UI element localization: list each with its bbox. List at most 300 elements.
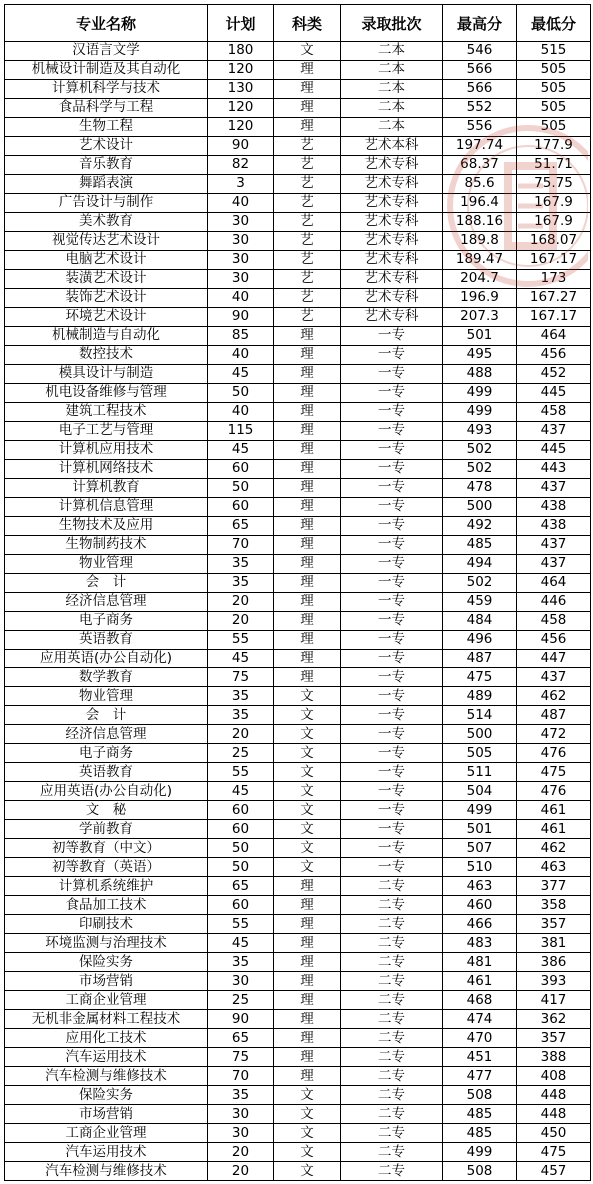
cell-plan: 85	[208, 326, 274, 345]
header-max-score: 最高分	[443, 5, 517, 42]
cell-max-score: 494	[443, 554, 517, 573]
cell-min-score: 450	[517, 1124, 591, 1143]
header-min-score: 最低分	[517, 5, 591, 42]
cell-admission-batch: 艺术专科	[341, 231, 443, 250]
cell-major-name: 机电设备维修与管理	[5, 383, 208, 402]
cell-major-name: 工商企业管理	[5, 991, 208, 1010]
cell-subject-type: 理	[274, 1067, 341, 1086]
cell-min-score: 167.27	[517, 288, 591, 307]
cell-plan: 20	[208, 611, 274, 630]
table-row	[5, 1067, 591, 1086]
cell-subject-type: 理	[274, 516, 341, 535]
table-row	[5, 459, 591, 478]
cell-major-name: 装饰艺术设计	[5, 288, 208, 307]
cell-plan: 35	[208, 554, 274, 573]
cell-plan: 90	[208, 136, 274, 155]
table-row	[5, 212, 591, 231]
cell-plan: 45	[208, 364, 274, 383]
cell-max-score: 196.9	[443, 288, 517, 307]
cell-max-score: 484	[443, 611, 517, 630]
cell-subject-type: 文	[274, 858, 341, 877]
table-row	[5, 231, 591, 250]
cell-max-score: 489	[443, 687, 517, 706]
cell-major-name: 文 秘	[5, 801, 208, 820]
cell-min-score: 381	[517, 934, 591, 953]
cell-min-score: 505	[517, 98, 591, 117]
cell-max-score: 510	[443, 858, 517, 877]
cell-subject-type: 文	[274, 763, 341, 782]
cell-plan: 20	[208, 592, 274, 611]
table-row	[5, 117, 591, 136]
cell-admission-batch: 一专	[341, 725, 443, 744]
cell-major-name: 经济信息管理	[5, 592, 208, 611]
cell-min-score: 457	[517, 1162, 591, 1181]
cell-subject-type: 理	[274, 896, 341, 915]
cell-min-score: 464	[517, 326, 591, 345]
cell-plan: 70	[208, 1067, 274, 1086]
table-row	[5, 250, 591, 269]
cell-plan: 90	[208, 1010, 274, 1029]
cell-subject-type: 理	[274, 611, 341, 630]
cell-admission-batch: 二专	[341, 896, 443, 915]
table-row	[5, 782, 591, 801]
cell-subject-type: 艺	[274, 155, 341, 174]
cell-subject-type: 理	[274, 402, 341, 421]
cell-subject-type: 艺	[274, 269, 341, 288]
table-row	[5, 478, 591, 497]
cell-plan: 82	[208, 155, 274, 174]
cell-plan: 60	[208, 459, 274, 478]
cell-max-score: 546	[443, 42, 517, 61]
cell-major-name: 计算机教育	[5, 478, 208, 497]
table-row	[5, 915, 591, 934]
table-row	[5, 1086, 591, 1105]
cell-admission-batch: 二本	[341, 79, 443, 98]
cell-major-name: 数控技术	[5, 345, 208, 364]
cell-plan: 60	[208, 497, 274, 516]
cell-min-score: 167.9	[517, 193, 591, 212]
cell-major-name: 电子工艺与管理	[5, 421, 208, 440]
cell-max-score: 68.37	[443, 155, 517, 174]
cell-admission-batch: 二本	[341, 42, 443, 61]
cell-plan: 50	[208, 839, 274, 858]
cell-max-score: 500	[443, 725, 517, 744]
cell-admission-batch: 一专	[341, 687, 443, 706]
cell-max-score: 493	[443, 421, 517, 440]
cell-admission-batch: 艺术专科	[341, 307, 443, 326]
cell-major-name: 初等教育（中文）	[5, 839, 208, 858]
cell-plan: 40	[208, 345, 274, 364]
cell-subject-type: 艺	[274, 288, 341, 307]
cell-admission-batch: 一专	[341, 801, 443, 820]
cell-subject-type: 文	[274, 782, 341, 801]
cell-subject-type: 艺	[274, 136, 341, 155]
table-row	[5, 1029, 591, 1048]
cell-admission-batch: 一专	[341, 516, 443, 535]
table-row	[5, 725, 591, 744]
cell-plan: 30	[208, 972, 274, 991]
cell-min-score: 462	[517, 687, 591, 706]
cell-subject-type: 文	[274, 801, 341, 820]
cell-min-score: 452	[517, 364, 591, 383]
cell-admission-batch: 一专	[341, 744, 443, 763]
cell-admission-batch: 一专	[341, 478, 443, 497]
cell-major-name: 汽车运用技术	[5, 1143, 208, 1162]
cell-admission-batch: 一专	[341, 763, 443, 782]
cell-admission-batch: 艺术专科	[341, 288, 443, 307]
cell-min-score: 437	[517, 535, 591, 554]
cell-major-name: 学前教育	[5, 820, 208, 839]
cell-min-score: 438	[517, 497, 591, 516]
cell-max-score: 502	[443, 573, 517, 592]
cell-max-score: 552	[443, 98, 517, 117]
cell-major-name: 英语教育	[5, 763, 208, 782]
cell-min-score: 445	[517, 440, 591, 459]
cell-admission-batch: 一专	[341, 383, 443, 402]
cell-admission-batch: 一专	[341, 459, 443, 478]
table-row	[5, 858, 591, 877]
cell-subject-type: 理	[274, 459, 341, 478]
table-row	[5, 497, 591, 516]
cell-plan: 65	[208, 516, 274, 535]
table-row	[5, 440, 591, 459]
cell-min-score: 458	[517, 402, 591, 421]
cell-admission-batch: 一专	[341, 573, 443, 592]
table-row	[5, 79, 591, 98]
cell-min-score: 456	[517, 345, 591, 364]
cell-subject-type: 理	[274, 345, 341, 364]
cell-subject-type: 艺	[274, 193, 341, 212]
cell-min-score: 476	[517, 782, 591, 801]
cell-admission-batch: 二专	[341, 1105, 443, 1124]
cell-max-score: 470	[443, 1029, 517, 1048]
cell-min-score: 461	[517, 820, 591, 839]
cell-max-score: 197.74	[443, 136, 517, 155]
cell-plan: 30	[208, 212, 274, 231]
cell-subject-type: 理	[274, 991, 341, 1010]
cell-max-score: 481	[443, 953, 517, 972]
cell-max-score: 499	[443, 383, 517, 402]
cell-plan: 30	[208, 1124, 274, 1143]
cell-admission-batch: 一专	[341, 326, 443, 345]
cell-min-score: 357	[517, 1029, 591, 1048]
cell-min-score: 456	[517, 630, 591, 649]
cell-min-score: 448	[517, 1086, 591, 1105]
table-row	[5, 554, 591, 573]
cell-admission-batch: 一专	[341, 364, 443, 383]
cell-admission-batch: 二专	[341, 1086, 443, 1105]
cell-subject-type: 理	[274, 953, 341, 972]
cell-major-name: 应用英语(办公自动化)	[5, 649, 208, 668]
cell-max-score: 204.7	[443, 269, 517, 288]
cell-plan: 60	[208, 896, 274, 915]
cell-major-name: 计算机科学与技术	[5, 79, 208, 98]
cell-min-score: 437	[517, 554, 591, 573]
cell-major-name: 电子商务	[5, 744, 208, 763]
cell-subject-type: 艺	[274, 231, 341, 250]
cell-admission-batch: 二专	[341, 1143, 443, 1162]
cell-max-score: 459	[443, 592, 517, 611]
table-row	[5, 839, 591, 858]
table-row	[5, 307, 591, 326]
cell-admission-batch: 一专	[341, 782, 443, 801]
cell-subject-type: 理	[274, 573, 341, 592]
header-subject-type: 科类	[274, 5, 341, 42]
table-row	[5, 1162, 591, 1181]
table-row	[5, 877, 591, 896]
cell-max-score: 478	[443, 478, 517, 497]
cell-min-score: 505	[517, 117, 591, 136]
cell-major-name: 保险实务	[5, 953, 208, 972]
cell-min-score: 445	[517, 383, 591, 402]
cell-major-name: 电脑艺术设计	[5, 250, 208, 269]
cell-major-name: 物业管理	[5, 687, 208, 706]
cell-admission-batch: 二专	[341, 1067, 443, 1086]
cell-subject-type: 理	[274, 440, 341, 459]
table-row	[5, 744, 591, 763]
cell-min-score: 487	[517, 706, 591, 725]
cell-plan: 180	[208, 42, 274, 61]
table-row	[5, 1010, 591, 1029]
cell-subject-type: 文	[274, 725, 341, 744]
cell-major-name: 计算机信息管理	[5, 497, 208, 516]
cell-subject-type: 理	[274, 630, 341, 649]
cell-plan: 35	[208, 953, 274, 972]
cell-max-score: 474	[443, 1010, 517, 1029]
cell-subject-type: 理	[274, 934, 341, 953]
cell-min-score: 167.17	[517, 307, 591, 326]
cell-plan: 50	[208, 383, 274, 402]
cell-plan: 25	[208, 991, 274, 1010]
cell-major-name: 机械制造与自动化	[5, 326, 208, 345]
cell-subject-type: 文	[274, 1105, 341, 1124]
cell-admission-batch: 艺术专科	[341, 269, 443, 288]
cell-min-score: 357	[517, 915, 591, 934]
cell-major-name: 经济信息管理	[5, 725, 208, 744]
cell-max-score: 501	[443, 326, 517, 345]
cell-min-score: 505	[517, 79, 591, 98]
cell-major-name: 生物工程	[5, 117, 208, 136]
cell-major-name: 计算机网络技术	[5, 459, 208, 478]
cell-admission-batch: 二专	[341, 934, 443, 953]
cell-plan: 130	[208, 79, 274, 98]
cell-max-score: 556	[443, 117, 517, 136]
table-row	[5, 820, 591, 839]
cell-max-score: 483	[443, 934, 517, 953]
cell-plan: 120	[208, 60, 274, 79]
cell-subject-type: 理	[274, 915, 341, 934]
cell-max-score: 461	[443, 972, 517, 991]
cell-admission-batch: 二专	[341, 877, 443, 896]
table-row	[5, 573, 591, 592]
cell-major-name: 舞蹈表演	[5, 174, 208, 193]
table-row	[5, 801, 591, 820]
cell-plan: 35	[208, 687, 274, 706]
cell-major-name: 艺术设计	[5, 136, 208, 155]
cell-max-score: 499	[443, 801, 517, 820]
cell-subject-type: 理	[274, 1010, 341, 1029]
cell-max-score: 485	[443, 1105, 517, 1124]
cell-min-score: 443	[517, 459, 591, 478]
table-row	[5, 706, 591, 725]
cell-subject-type: 文	[274, 744, 341, 763]
cell-subject-type: 文	[274, 687, 341, 706]
cell-major-name: 音乐教育	[5, 155, 208, 174]
cell-min-score: 362	[517, 1010, 591, 1029]
table-row	[5, 1105, 591, 1124]
table-row	[5, 687, 591, 706]
table-row	[5, 763, 591, 782]
cell-plan: 30	[208, 250, 274, 269]
cell-major-name: 美术教育	[5, 212, 208, 231]
cell-min-score: 408	[517, 1067, 591, 1086]
cell-subject-type: 理	[274, 972, 341, 991]
table-row	[5, 535, 591, 554]
cell-max-score: 466	[443, 915, 517, 934]
cell-min-score: 461	[517, 801, 591, 820]
cell-max-score: 504	[443, 782, 517, 801]
cell-major-name: 应用化工技术	[5, 1029, 208, 1048]
cell-major-name: 食品加工技术	[5, 896, 208, 915]
cell-plan: 40	[208, 288, 274, 307]
cell-plan: 30	[208, 1105, 274, 1124]
cell-major-name: 会 计	[5, 706, 208, 725]
cell-min-score: 51.71	[517, 155, 591, 174]
cell-max-score: 468	[443, 991, 517, 1010]
cell-subject-type: 理	[274, 1029, 341, 1048]
cell-major-name: 汽车运用技术	[5, 1048, 208, 1067]
cell-plan: 50	[208, 478, 274, 497]
cell-plan: 55	[208, 763, 274, 782]
table-row	[5, 421, 591, 440]
cell-min-score: 388	[517, 1048, 591, 1067]
table-row	[5, 592, 591, 611]
cell-subject-type: 理	[274, 592, 341, 611]
cell-max-score: 460	[443, 896, 517, 915]
table-row	[5, 98, 591, 117]
cell-min-score: 447	[517, 649, 591, 668]
cell-min-score: 417	[517, 991, 591, 1010]
cell-min-score: 167.17	[517, 250, 591, 269]
cell-subject-type: 文	[274, 1143, 341, 1162]
cell-min-score: 446	[517, 592, 591, 611]
cell-max-score: 451	[443, 1048, 517, 1067]
cell-subject-type: 艺	[274, 307, 341, 326]
table-row	[5, 953, 591, 972]
table-row	[5, 649, 591, 668]
cell-major-name: 视觉传达艺术设计	[5, 231, 208, 250]
cell-subject-type: 理	[274, 535, 341, 554]
cell-admission-batch: 艺术专科	[341, 174, 443, 193]
cell-subject-type: 艺	[274, 212, 341, 231]
cell-plan: 45	[208, 934, 274, 953]
table-row	[5, 611, 591, 630]
cell-max-score: 196.4	[443, 193, 517, 212]
cell-plan: 65	[208, 877, 274, 896]
cell-admission-batch: 一专	[341, 345, 443, 364]
cell-admission-batch: 一专	[341, 649, 443, 668]
cell-max-score: 511	[443, 763, 517, 782]
cell-major-name: 电子商务	[5, 611, 208, 630]
table-row	[5, 934, 591, 953]
table-header-row	[5, 5, 591, 42]
cell-admission-batch: 二专	[341, 1010, 443, 1029]
cell-max-score: 475	[443, 668, 517, 687]
cell-admission-batch: 一专	[341, 839, 443, 858]
cell-min-score: 437	[517, 668, 591, 687]
cell-plan: 45	[208, 782, 274, 801]
cell-max-score: 189.47	[443, 250, 517, 269]
cell-plan: 20	[208, 725, 274, 744]
cell-admission-batch: 二专	[341, 1124, 443, 1143]
header-major-name: 专业名称	[5, 5, 208, 42]
cell-major-name: 物业管理	[5, 554, 208, 573]
cell-min-score: 168.07	[517, 231, 591, 250]
cell-major-name: 印刷技术	[5, 915, 208, 934]
cell-admission-batch: 二专	[341, 953, 443, 972]
cell-subject-type: 理	[274, 497, 341, 516]
cell-min-score: 437	[517, 478, 591, 497]
header-plan: 计划	[208, 5, 274, 42]
cell-major-name: 环境监测与治理技术	[5, 934, 208, 953]
table-row	[5, 269, 591, 288]
cell-major-name: 汉语言文学	[5, 42, 208, 61]
cell-plan: 20	[208, 1143, 274, 1162]
cell-subject-type: 文	[274, 1124, 341, 1143]
cell-min-score: 458	[517, 611, 591, 630]
cell-max-score: 188.16	[443, 212, 517, 231]
cell-major-name: 食品科学与工程	[5, 98, 208, 117]
cell-subject-type: 理	[274, 117, 341, 136]
cell-admission-batch: 一专	[341, 668, 443, 687]
cell-min-score: 475	[517, 763, 591, 782]
cell-admission-batch: 二专	[341, 1048, 443, 1067]
cell-subject-type: 理	[274, 79, 341, 98]
cell-min-score: 475	[517, 1143, 591, 1162]
cell-major-name: 机械设计制造及其自动化	[5, 60, 208, 79]
cell-admission-batch: 二专	[341, 1162, 443, 1181]
cell-min-score: 386	[517, 953, 591, 972]
cell-min-score: 167.9	[517, 212, 591, 231]
table-row	[5, 42, 591, 61]
cell-min-score: 177.9	[517, 136, 591, 155]
cell-plan: 30	[208, 231, 274, 250]
header-admission-batch: 录取批次	[341, 5, 443, 42]
cell-plan: 20	[208, 1162, 274, 1181]
cell-max-score: 487	[443, 649, 517, 668]
cell-min-score: 448	[517, 1105, 591, 1124]
table-row	[5, 630, 591, 649]
cell-subject-type: 理	[274, 668, 341, 687]
table-row	[5, 516, 591, 535]
cell-min-score: 476	[517, 744, 591, 763]
cell-plan: 60	[208, 801, 274, 820]
cell-max-score: 508	[443, 1086, 517, 1105]
table-row	[5, 972, 591, 991]
table-row	[5, 60, 591, 79]
cell-max-score: 514	[443, 706, 517, 725]
table-row	[5, 174, 591, 193]
cell-plan: 120	[208, 117, 274, 136]
cell-plan: 120	[208, 98, 274, 117]
cell-plan: 115	[208, 421, 274, 440]
cell-admission-batch: 一专	[341, 706, 443, 725]
cell-plan: 35	[208, 706, 274, 725]
cell-plan: 65	[208, 1029, 274, 1048]
cell-min-score: 437	[517, 421, 591, 440]
cell-min-score: 438	[517, 516, 591, 535]
cell-min-score: 173	[517, 269, 591, 288]
